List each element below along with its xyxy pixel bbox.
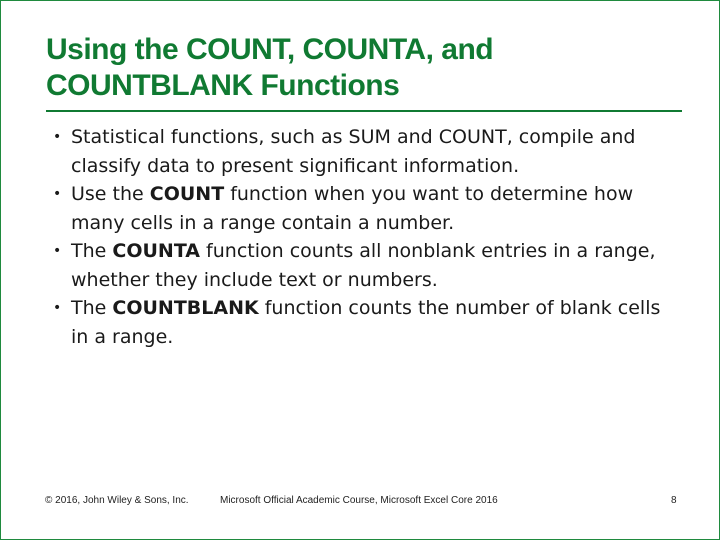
bullet-text: function when you want to determine how many cells in a range contain a number.	[71, 183, 634, 234]
bullet-text: function counts the number of blank cells in a range.	[71, 297, 661, 348]
slide-title-line-1: Using the COUNT, COUNTA, and	[46, 33, 494, 66]
bullet-item-3	[53, 237, 683, 294]
bullet-keyword: COUNT	[149, 183, 225, 205]
bullet-keyword: COUNTBLANK	[112, 297, 259, 319]
bullet-text: Use the	[71, 183, 150, 205]
bullet-item-2	[53, 180, 683, 237]
bullet-text: The	[71, 240, 113, 262]
bullet-icon: •	[53, 186, 62, 202]
slide-title-line-2: COUNTBLANK Functions	[46, 69, 400, 102]
bullet-icon: •	[53, 243, 62, 259]
bullet-text: The	[71, 297, 113, 319]
footer-copyright: © 2016, John Wiley & Sons, Inc.	[45, 495, 189, 506]
bullet-item-4	[53, 294, 683, 351]
footer-page-number: 8	[671, 495, 677, 506]
bullet-icon: •	[53, 300, 62, 316]
bullet-icon: •	[53, 129, 62, 145]
slide-title	[46, 32, 686, 104]
bullet-list	[53, 123, 683, 351]
bullet-keyword: COUNTA	[112, 240, 201, 262]
bullet-item-1	[53, 123, 683, 180]
title-divider	[46, 110, 682, 112]
bullet-text: Statistical functions, such as SUM and COUNT, compile and classify data to present significant information.	[71, 126, 636, 177]
bullet-text: function counts all nonblank entries in a range, whether they include text or numbers.	[71, 240, 656, 291]
footer-course: Microsoft Official Academic Course, Microsoft Excel Core 2016	[220, 495, 498, 506]
